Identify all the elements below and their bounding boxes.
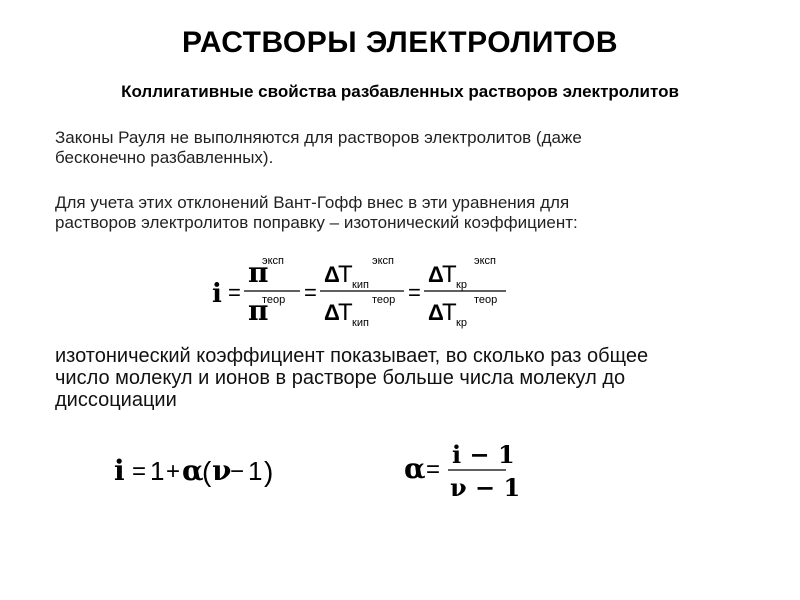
paragraph-line: изотонический коэффициент показывает, во сколько раз общее [55, 345, 649, 367]
formula-sup: теор [262, 294, 286, 306]
formula-eq: = [228, 280, 241, 305]
formula-sup: эксп [372, 255, 395, 267]
formula-nu: ν [212, 454, 232, 487]
paragraph-vant-hoff [55, 193, 755, 233]
formula-delta: Δ [428, 300, 444, 325]
formula-one: 1 [150, 456, 165, 486]
paragraph-line: число молекул и ионов в растворе больше числа молекул до [55, 367, 626, 389]
formula-lhs-i: i [114, 454, 125, 487]
formula-i-from-alpha [110, 448, 300, 498]
paragraph-line: диссоциации [55, 389, 177, 411]
formula-sup: эксп [262, 255, 285, 267]
formula-delta: Δ [324, 300, 340, 325]
formula-pi: π [248, 294, 269, 327]
formula-eq: = [304, 280, 317, 305]
formula-sub: кр [456, 279, 467, 291]
formula-T: T [338, 261, 353, 288]
formula-alpha: α [182, 454, 204, 487]
paragraph-raoult [55, 128, 755, 168]
formula-T: T [442, 299, 457, 326]
formula-eq: = [408, 280, 421, 305]
formula-alpha-from-i [402, 436, 522, 506]
formula-delta: Δ [324, 262, 340, 287]
paragraph-line: Законы Рауля не выполняются для растворов электролитов (даже [55, 128, 582, 147]
formula-paren-open: ( [202, 456, 212, 487]
formula-T: T [338, 299, 353, 326]
paragraph-definition [55, 345, 755, 411]
formula-sub: кр [456, 317, 467, 329]
formula-plus: + [166, 458, 181, 485]
paragraph-line: растворов электролитов поправку – изотонический коэффициент: [55, 213, 578, 232]
formula-T: T [442, 261, 457, 288]
formula-paren-close: ) [264, 456, 274, 487]
formula-eq: = [132, 458, 147, 485]
formula-numerator: i − 1 [452, 440, 515, 469]
formula-isotonic-coefficient [200, 250, 530, 330]
formula-pi: π [248, 256, 269, 289]
formula-sub: кип [352, 317, 369, 329]
formula-one: 1 [248, 456, 263, 486]
formula-lhs-alpha: α [404, 452, 426, 485]
formula-eq: = [426, 456, 441, 483]
formula-denominator: ν − 1 [450, 473, 521, 502]
slide-title: РАСТВОРЫ ЭЛЕКТРОЛИТОВ [181, 26, 619, 59]
formula-sup: эксп [474, 255, 497, 267]
formula-sup: теор [474, 294, 498, 306]
formula-delta: Δ [428, 262, 444, 287]
formula-sub: кип [352, 279, 369, 291]
formula-sup: теор [372, 294, 396, 306]
slide-subtitle: Коллигативные свойства разбавленных растворов электролитов [121, 82, 679, 101]
formula-lhs-i: i [212, 279, 222, 309]
paragraph-line: Для учета этих отклонений Вант-Гофф внес в эти уравнения для [55, 193, 570, 212]
formula-minus: − [230, 458, 245, 485]
paragraph-line: бесконечно разбавленных). [55, 148, 274, 167]
